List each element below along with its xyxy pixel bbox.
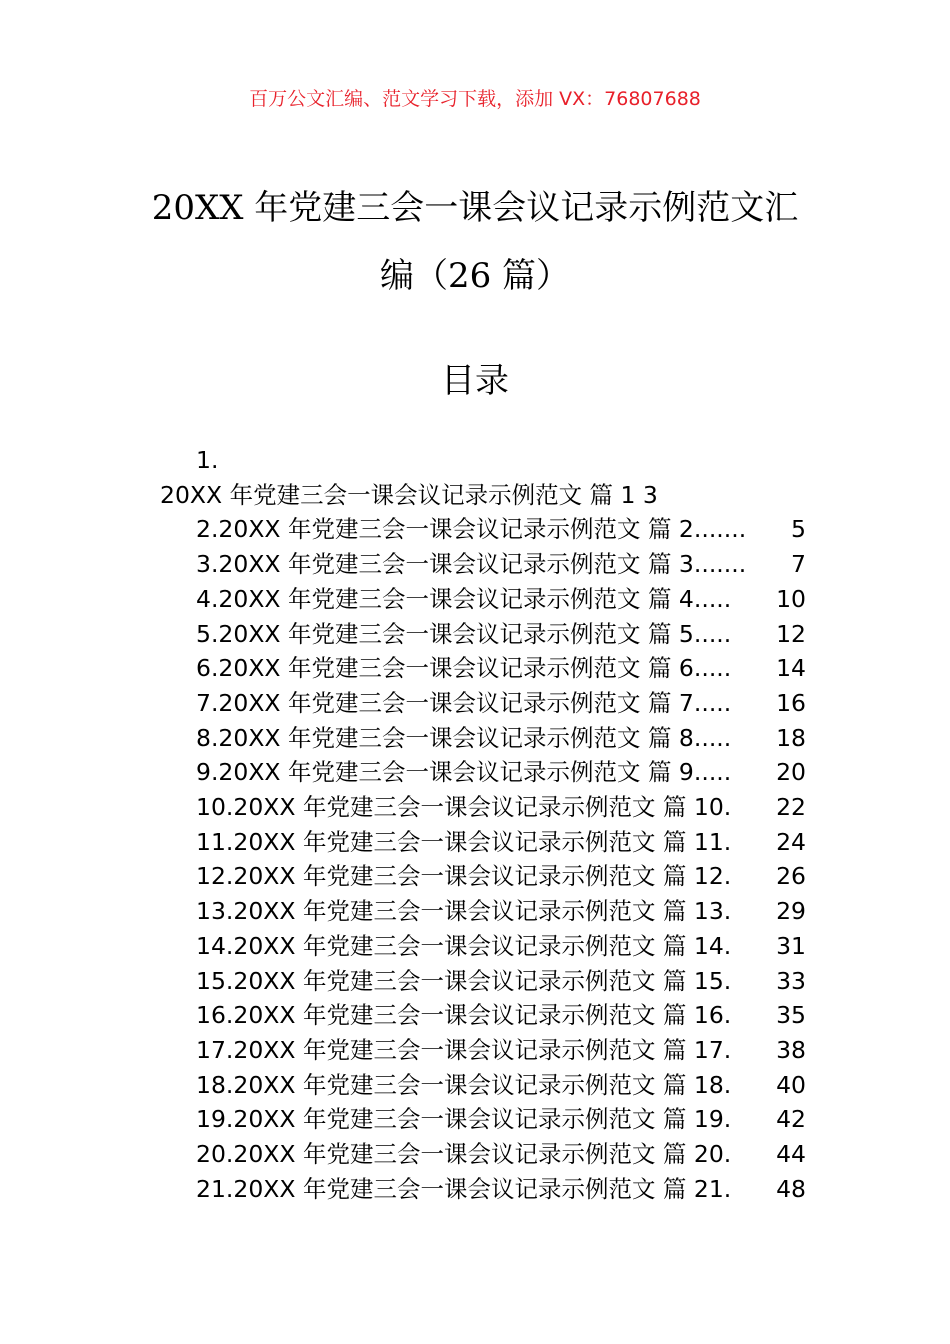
- toc-entry[interactable]: [196, 755, 806, 790]
- toc-page-number: 16: [776, 688, 806, 717]
- document-title-line1: 20XX 年党建三会一课会议记录示例范文汇: [151, 188, 799, 228]
- toc-leader: .....: [693, 723, 732, 752]
- toc-leader: [731, 1102, 776, 1137]
- toc-entry-label: 15.20XX 年党建三会一课会议记录示例范文 篇 15.: [196, 966, 732, 995]
- toc-page-number: 22: [776, 793, 806, 822]
- toc-leader: [731, 1033, 776, 1068]
- toc-page-number: 18: [776, 723, 806, 752]
- toc-entry[interactable]: [196, 825, 806, 860]
- toc-entry[interactable]: [196, 1033, 806, 1068]
- toc-entry-label: 16.20XX 年党建三会一课会议记录示例范文 篇 16.: [196, 1001, 732, 1030]
- toc-leader: .....: [693, 619, 732, 648]
- toc-entry-label: 19.20XX 年党建三会一课会议记录示例范文 篇 19.: [196, 1105, 732, 1134]
- toc-entry[interactable]: [196, 998, 806, 1033]
- toc-entry-label: 9.20XX 年党建三会一课会议记录示例范文 篇 9: [196, 758, 694, 787]
- toc-page-number: 7: [791, 550, 806, 579]
- toc-page-number: 14: [776, 654, 806, 683]
- toc-page-number: 12: [776, 619, 806, 648]
- toc-entry-label: 21.20XX 年党建三会一课会议记录示例范文 篇 21.: [196, 1174, 732, 1203]
- toc-entry-label: 3.20XX 年党建三会一课会议记录示例范文 篇 3: [196, 550, 694, 579]
- toc-page-number: 40: [776, 1070, 806, 1099]
- toc-entry-label: 13.20XX 年党建三会一课会议记录示例范文 篇 13.: [196, 897, 732, 926]
- toc-leader: [731, 894, 776, 929]
- toc-entry-label: 4.20XX 年党建三会一课会议记录示例范文 篇 4: [196, 584, 694, 613]
- toc-entry[interactable]: [196, 1137, 806, 1172]
- toc-page-number: 29: [776, 897, 806, 926]
- toc-page-number: 44: [776, 1140, 806, 1169]
- toc-leader: .......: [693, 550, 747, 579]
- toc-page-number: 10: [776, 584, 806, 613]
- toc-entry[interactable]: [196, 1172, 806, 1207]
- toc-leader: [731, 1137, 776, 1172]
- toc-entry[interactable]: [196, 547, 806, 582]
- download-banner: 百万公文汇编、范文学习下载，添加 VX：76807688: [249, 88, 701, 110]
- toc-page-number: 42: [776, 1105, 806, 1134]
- toc-entry[interactable]: [196, 894, 806, 929]
- toc-entry-label: 17.20XX 年党建三会一课会议记录示例范文 篇 17.: [196, 1035, 732, 1064]
- toc-leader: .....: [693, 584, 732, 613]
- toc-entry-label: 12.20XX 年党建三会一课会议记录示例范文 篇 12.: [196, 862, 732, 891]
- toc-leader: [731, 1172, 776, 1207]
- table-of-contents: [160, 443, 806, 1206]
- toc-entry[interactable]: [196, 651, 806, 686]
- toc-page-number: 24: [776, 827, 806, 856]
- toc-leader: [731, 859, 776, 894]
- toc-entry[interactable]: [196, 721, 806, 756]
- toc-entry-label: 7.20XX 年党建三会一课会议记录示例范文 篇 7: [196, 688, 694, 717]
- toc-entry[interactable]: [196, 929, 806, 964]
- toc-leader: [731, 929, 776, 964]
- toc-entry-label: 8.20XX 年党建三会一课会议记录示例范文 篇 8: [196, 723, 694, 752]
- toc-page-number: 35: [776, 1001, 806, 1030]
- toc-entry[interactable]: [196, 1068, 806, 1103]
- toc-leader: [731, 825, 776, 860]
- toc-page-number: 5: [791, 515, 806, 544]
- toc-leader: [731, 998, 776, 1033]
- toc-entry[interactable]: [196, 617, 806, 652]
- toc-entry-label: 2.20XX 年党建三会一课会议记录示例范文 篇 2: [196, 515, 694, 544]
- toc-leader: .......: [693, 515, 747, 544]
- toc-page-number: 33: [776, 966, 806, 995]
- toc-leader: .....: [693, 758, 732, 787]
- toc-entry[interactable]: [196, 686, 806, 721]
- toc-entry[interactable]: [196, 964, 806, 999]
- toc-entry-label: 6.20XX 年党建三会一课会议记录示例范文 篇 6: [196, 654, 694, 683]
- toc-entry-1-text[interactable]: 20XX 年党建三会一课会议记录示例范文 篇 1 3: [160, 480, 658, 509]
- toc-leader: [731, 1068, 776, 1103]
- toc-entry-label: 14.20XX 年党建三会一课会议记录示例范文 篇 14.: [196, 931, 732, 960]
- toc-entry-label: 18.20XX 年党建三会一课会议记录示例范文 篇 18.: [196, 1070, 732, 1099]
- toc-entry-1-number[interactable]: 1.: [196, 446, 219, 474]
- toc-entry-label: 10.20XX 年党建三会一课会议记录示例范文 篇 10.: [196, 793, 732, 822]
- toc-leader: .....: [693, 688, 732, 717]
- toc-page-number: 26: [776, 862, 806, 891]
- toc-entry-label: 11.20XX 年党建三会一课会议记录示例范文 篇 11.: [196, 827, 732, 856]
- toc-leader: [731, 790, 776, 825]
- toc-entry[interactable]: [196, 582, 806, 617]
- toc-page-number: 48: [776, 1174, 806, 1203]
- toc-entry[interactable]: [196, 790, 806, 825]
- toc-entry[interactable]: [196, 512, 806, 547]
- toc-page-number: 31: [776, 931, 806, 960]
- document-title-line2: 编（26 篇）: [379, 256, 571, 296]
- toc-entry[interactable]: [196, 859, 806, 894]
- toc-entry-label: 5.20XX 年党建三会一课会议记录示例范文 篇 5: [196, 619, 694, 648]
- toc-entry-label: 20.20XX 年党建三会一课会议记录示例范文 篇 20.: [196, 1140, 732, 1169]
- toc-leader: .....: [693, 654, 732, 683]
- toc-page-number: 20: [776, 758, 806, 787]
- toc-heading: 目录: [441, 361, 509, 401]
- toc-entry[interactable]: [196, 1102, 806, 1137]
- toc-leader: [731, 964, 776, 999]
- toc-page-number: 38: [776, 1035, 806, 1064]
